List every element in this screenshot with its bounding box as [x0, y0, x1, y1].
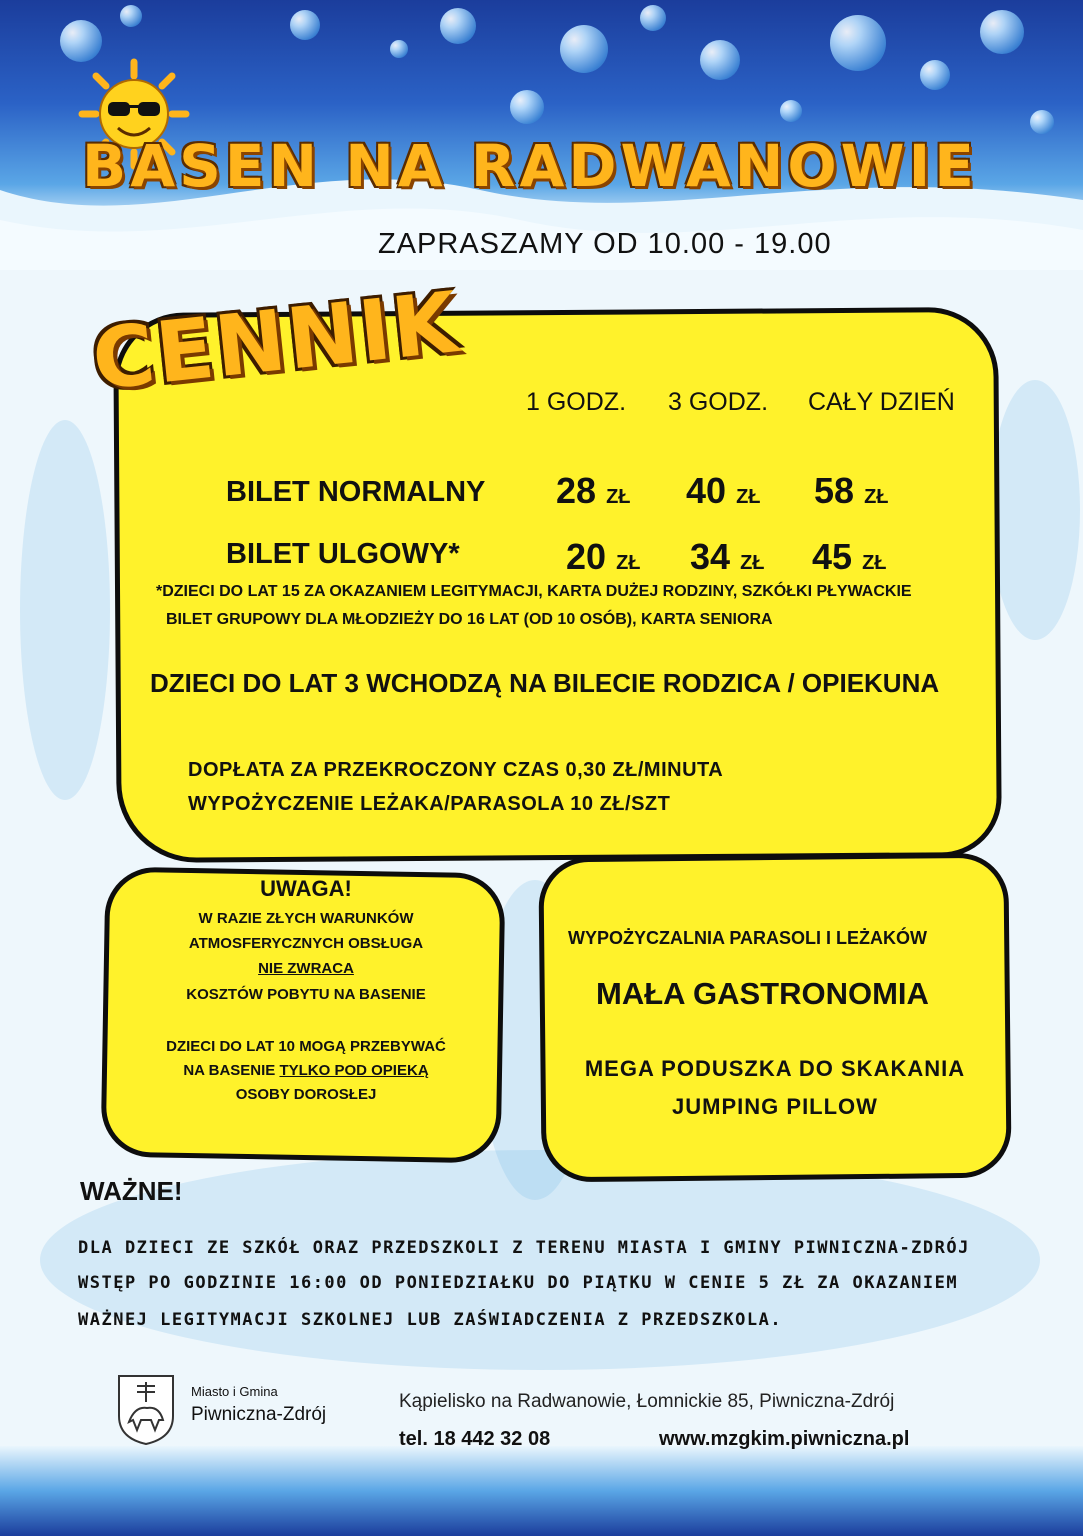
- municipality-label: Piwniczna-Zdrój: [191, 1404, 327, 1425]
- municipality-crest-icon: [115, 1372, 177, 1446]
- rental-service: WYPOŻYCZALNIA PARASOLI I LEŻAKÓW: [568, 928, 927, 948]
- page-title: BASEN NA RADWANOWIE: [82, 132, 978, 200]
- bubble: [120, 5, 142, 27]
- address: Kąpielisko na Radwanowie, Łomnickie 85, Piwniczna-Zdrój: [399, 1391, 895, 1412]
- bubble: [980, 10, 1024, 54]
- lounger-rental-fee: WYPOŻYCZENIE LEŻAKA/PARASOLA 10 ZŁ/SZT: [188, 793, 671, 815]
- warning-line: W RAZIE ZŁYCH WARUNKÓW: [198, 910, 414, 927]
- warning-line: ATMOSFERYCZNYCH OBSŁUGA: [188, 935, 424, 952]
- bubble: [830, 15, 886, 71]
- warning-no-refund: NIE ZWRACA: [258, 960, 354, 977]
- bubble: [560, 25, 608, 73]
- price-normal-day: 58 ZŁ: [814, 470, 889, 511]
- price-normal-1h: 28 ZŁ: [556, 470, 631, 511]
- bubble: [780, 100, 802, 122]
- bubble: [920, 60, 950, 90]
- column-header-3h: 3 GODZ.: [668, 388, 769, 416]
- warning-line: NA BASENIE TYLKO POD OPIEKĄ: [183, 1062, 429, 1079]
- water-splash: [990, 380, 1080, 640]
- municipality-label-small: Miasto i Gmina: [191, 1384, 278, 1399]
- ticket-normal-label: BILET NORMALNY: [226, 476, 486, 508]
- column-header-1h: 1 GODZ.: [526, 388, 627, 416]
- website-link[interactable]: www.mzgkim.piwniczna.pl: [659, 1428, 910, 1450]
- price-normal-3h: 40 ZŁ: [686, 470, 761, 511]
- children-under-3-info: DZIECI DO LAT 3 WCHODZĄ NA BILECIE RODZICA / OPIEKUNA: [150, 668, 940, 698]
- gastronomy-service: MAŁA GASTRONOMIA: [596, 976, 929, 1011]
- bubble: [700, 40, 740, 80]
- ticket-reduced-label: BILET ULGOWY*: [226, 538, 460, 570]
- bubble: [640, 5, 666, 31]
- bubble: [290, 10, 320, 40]
- water-splash: [20, 420, 110, 800]
- overtime-fee: DOPŁATA ZA PRZEKROCZONY CZAS 0,30 ZŁ/MINUTA: [188, 759, 724, 781]
- price-list-heading: CENNIK: [87, 273, 465, 409]
- jumping-pillow-en: JUMPING PILLOW: [672, 1094, 878, 1119]
- important-line: WAŻNEJ LEGITYMACJI SZKOLNEJ LUB ZAŚWIADCZENIA Z PRZEDSZKOLA.: [78, 1310, 783, 1330]
- price-reduced-day: 45 ZŁ: [812, 536, 887, 577]
- reduced-footnote-line2: BILET GRUPOWY DLA MŁODZIEŻY DO 16 LAT (OD 10 OSÓB), KARTA SENIORA: [166, 611, 773, 628]
- jumping-pillow-pl: MEGA PODUSZKA DO SKAKANIA: [584, 1056, 966, 1081]
- bubble: [1030, 110, 1054, 134]
- warning-line: KOSZTÓW POBYTU NA BASENIE: [186, 986, 426, 1003]
- important-line: DLA DZIECI ZE SZKÓŁ ORAZ PRZEDSZKOLI Z TERENU MIASTA I GMINY PIWNICZNA-ZDRÓJ: [78, 1238, 970, 1258]
- reduced-footnote-line1: *DZIECI DO LAT 15 ZA OKAZANIEM LEGITYMACJI, KARTA DUŻEJ RODZINY, SZKÓŁKI PŁYWACKIE: [156, 583, 912, 600]
- services-panel: [538, 853, 1011, 1183]
- column-header-day: CAŁY DZIEŃ: [808, 388, 955, 416]
- warning-title: UWAGA!: [260, 876, 352, 901]
- price-reduced-1h: 20 ZŁ: [566, 536, 641, 577]
- bubble: [440, 8, 476, 44]
- bubble: [390, 40, 408, 58]
- water-background-bottom: [0, 1446, 1083, 1536]
- price-reduced-3h: 34 ZŁ: [690, 536, 765, 577]
- opening-hours: ZAPRASZAMY OD 10.00 - 19.00: [378, 228, 832, 260]
- warning-line: DZIECI DO LAT 10 MOGĄ PRZEBYWAĆ: [166, 1038, 446, 1055]
- warning-line: OSOBY DOROSŁEJ: [235, 1086, 377, 1103]
- bubble: [510, 90, 544, 124]
- phone-number: tel. 18 442 32 08: [399, 1428, 551, 1450]
- important-line: WSTĘP PO GODZINIE 16:00 OD PONIEDZIAŁKU DO PIĄTKU W CENIE 5 ZŁ ZA OKAZANIEM: [78, 1273, 959, 1293]
- bubble: [60, 20, 102, 62]
- important-title: WAŻNE!: [80, 1176, 183, 1206]
